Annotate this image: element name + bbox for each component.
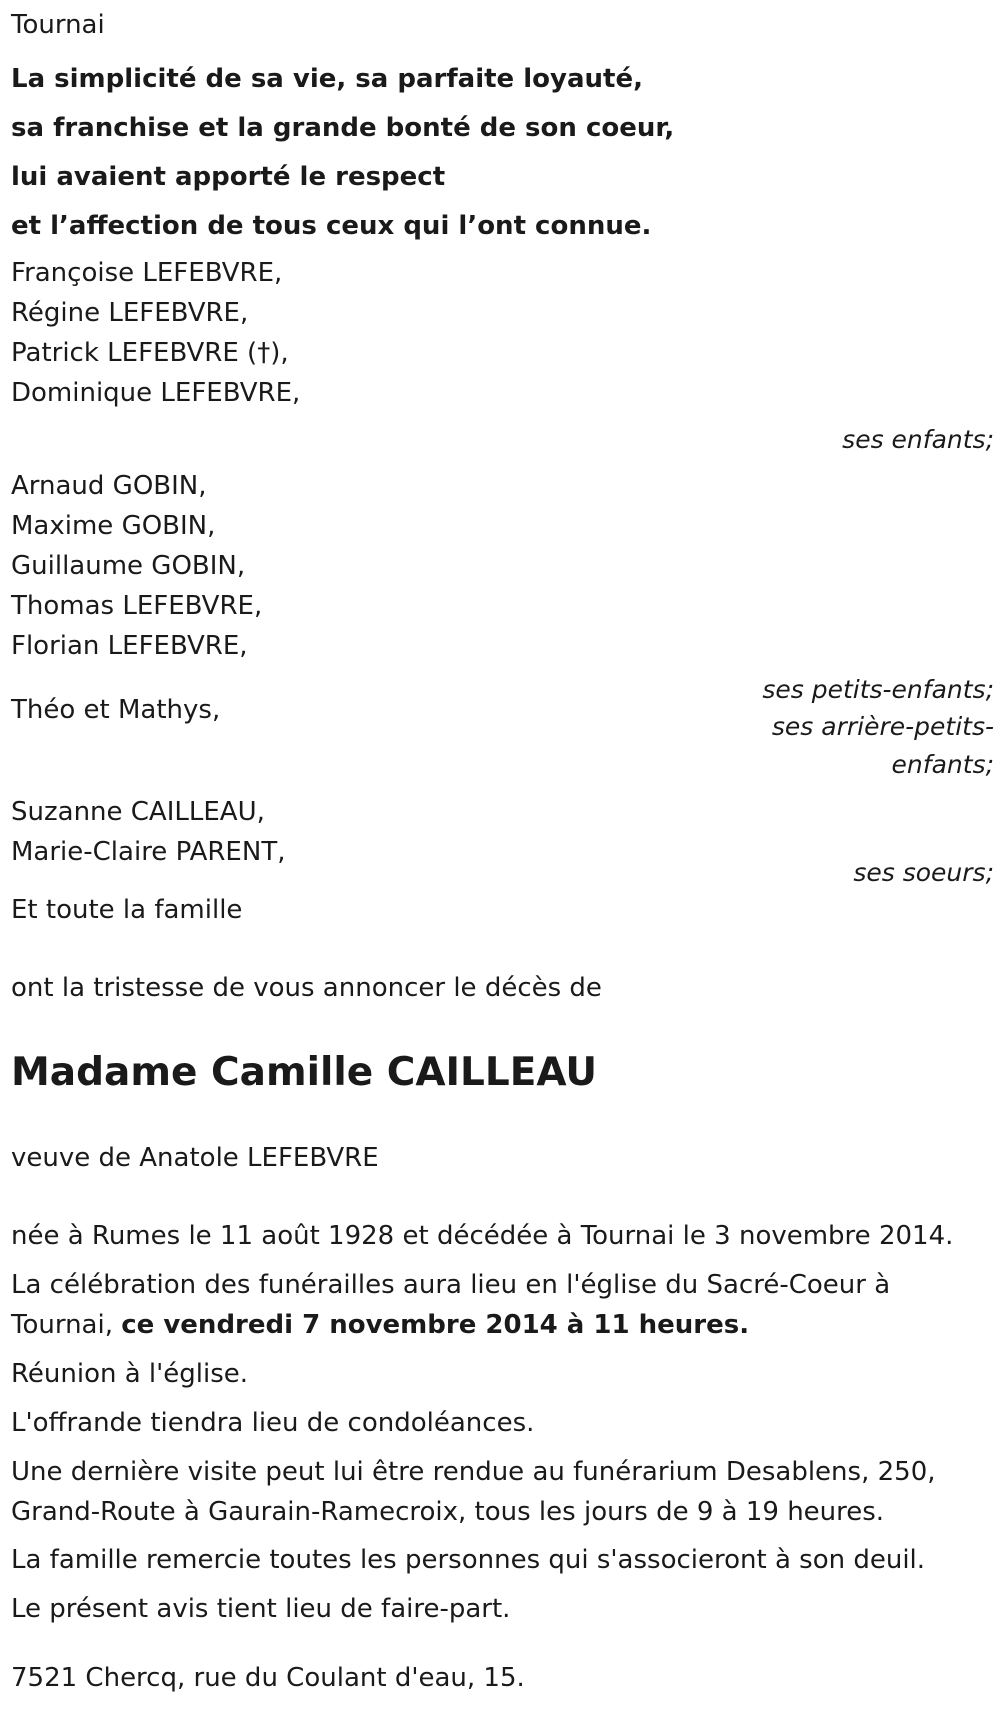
family-member: Dominique LEFEBVRE,: [11, 378, 301, 408]
city-heading: Tournai: [11, 10, 105, 40]
deceased-name: Madame Camille CAILLEAU: [11, 1050, 598, 1095]
family-member: Thomas LEFEBVRE,: [11, 591, 263, 621]
family-member: Patrick LEFEBVRE (†),: [11, 338, 289, 368]
quote-line: sa franchise et la grande bonté de son coeur,: [11, 113, 675, 143]
birth-death-text: née à Rumes le 11 août 1928 et décédée à Tournai le 3 novembre 2014.: [11, 1221, 954, 1251]
family-role-label: ses enfants;: [842, 425, 994, 454]
family-role-label: ses arrière-petits-enfants;: [771, 712, 994, 779]
whole-family-line: Et toute la famille: [11, 895, 243, 925]
family-member: Françoise LEFEBVRE,: [11, 258, 283, 288]
family-member: Théo et Mathys,: [11, 695, 221, 725]
family-member: Régine LEFEBVRE,: [11, 298, 249, 328]
meeting-text: Réunion à l'église.: [11, 1359, 249, 1389]
visit-text: Une dernière visite peut lui être rendue au funérarium Desablens, 250, Grand-Route à Gaurain-Ramecroix, tous les jours de 9 à 19 heures.: [11, 1457, 936, 1527]
quote-line: et l’affection de tous ceux qui l’ont connue.: [11, 211, 652, 241]
address-text: 7521 Chercq, rue du Coulant d'eau, 15.: [11, 1663, 525, 1693]
offering-text: L'offrande tiendra lieu de condoléances.: [11, 1408, 535, 1438]
thanks-text: La famille remercie toutes les personnes qui s'associeront à son deuil.: [11, 1545, 926, 1575]
family-group-children: [11, 253, 994, 454]
notice-text: Le présent avis tient lieu de faire-part.: [11, 1594, 511, 1624]
epitaph-quote: [11, 55, 674, 251]
announcement-text: ont la tristesse de vous annoncer le décès de: [11, 973, 602, 1003]
quote-line: La simplicité de sa vie, sa parfaite loyauté,: [11, 64, 643, 94]
family-role-label: ses petits-enfants;: [762, 675, 994, 704]
family-group-sisters: [11, 792, 994, 892]
family-member: Maxime GOBIN,: [11, 511, 216, 541]
funeral-text: La célébration des funérailles aura lieu en l'église du Sacré-Coeur à Tournai,: [11, 1270, 891, 1340]
family-member: Marie-Claire PARENT,: [11, 837, 286, 867]
family-member: Arnaud GOBIN,: [11, 471, 207, 501]
family-member: Guillaume GOBIN,: [11, 551, 246, 581]
family-role-label: ses soeurs;: [853, 858, 994, 887]
quote-line: lui avaient apporté le respect: [11, 162, 446, 192]
funeral-datetime: ce vendredi 7 novembre 2014 à 11 heures.: [121, 1310, 750, 1340]
funeral-details: [11, 1265, 994, 1345]
family-member: Suzanne CAILLEAU,: [11, 797, 265, 827]
family-group-great-grandchildren: [11, 690, 994, 800]
family-member: Florian LEFEBVRE,: [11, 631, 248, 661]
family-group-grandchildren: [11, 466, 994, 704]
widow-of-text: veuve de Anatole LEFEBVRE: [11, 1143, 379, 1173]
